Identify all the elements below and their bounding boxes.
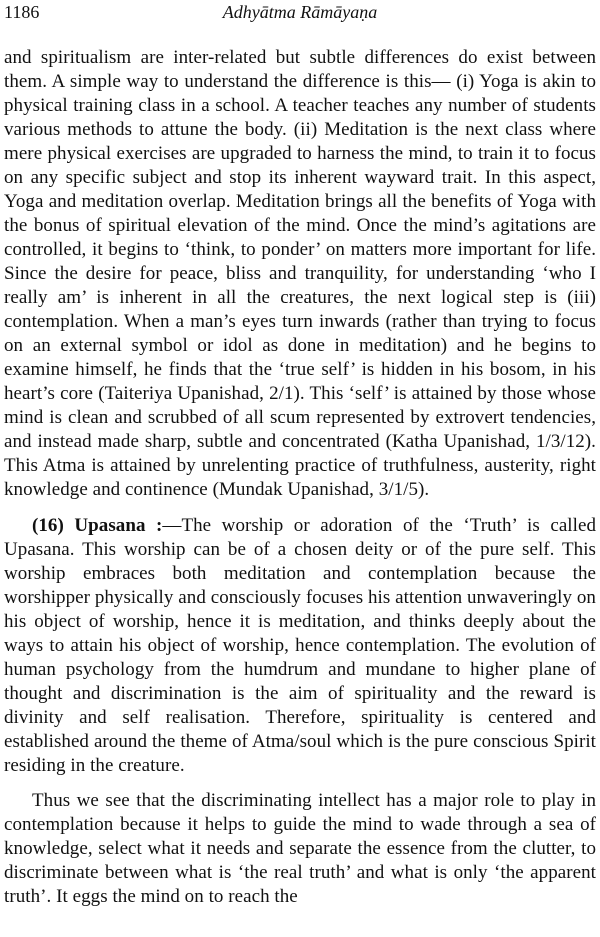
paragraph-2	[4, 514, 596, 778]
running-title: Adhyātma Rāmāyaṇa	[222, 2, 378, 22]
page-number: 1186	[4, 2, 40, 22]
section-heading-upasana: (16) Upasana :	[32, 515, 163, 536]
paragraph-3: Thus we see that the discriminating intellect has a major role to play in contemplation because it helps to guide the mind to wade through a sea of knowledge, select what it needs and separate the essence from the clutter, to discriminate between what is ‘the real truth’ and what is only ‘the apparent truth’. It eggs the mind on to reach the	[4, 790, 596, 907]
paragraph-2-text: —The worship or adoration of the ‘Truth’ is called Upasana. This worship can be of a chosen deity or of the pure self. This worship embraces both meditation and contemplation because the worshipper physically and consciously focuses his attention unwaveringly on his object of worship, hence it is meditation, and thinks deeply about the ways to attain his object of worship, hence contemplation. The evolution of human psychology from the humdrum and mundane to higher plane of thought and discrimination is the aim of spirituality and the reward is divinity and self realisation. Therefore, spirituality is centered and established around the theme of Atma/soul which is the pure conscious Spirit residing in the creature.	[4, 515, 596, 776]
paragraph-1: and spiritualism are inter-related but subtle differences do exist between them. A simple way to understand the difference is this— (i) Yoga is akin to physical training class in a school. A teacher teaches any number of students various methods to attune the body. (ii) Meditation is the next class where mere physical exercises are upgraded to harness the mind, to train it to focus on any specific subject and stop its inherent wayward trait. In this aspect, Yoga and meditation overlap. Meditation brings all the benefits of Yoga with the bonus of spiritual elevation of the mind. Once the mind’s agitations are controlled, it begins to ‘think, to ponder’ on matters more important for life. Since the desire for peace, bliss and tranquility, for understanding ‘who I really am’ is inherent in all the creatures, the next logical step is (iii) contemplation. When a man’s eyes turn inwards (rather than trying to focus on an external symbol or idol as done in meditation) and he begins to examine himself, he finds that the ‘true self’ is hidden in his bosom, in his heart’s core (Taiteriya Upanishad, 2/1). This ‘self’ is attained by those whose mind is clean and scrubbed of all scum represented by extrovert tendencies, and instead made sharp, subtle and concentrated (Katha Upanishad, 1/3/12). This Atma is attained by unrelenting practice of truthfulness, austerity, right knowledge and continence (Mundak Upanishad, 3/1/5).	[4, 47, 596, 500]
page-header	[4, 0, 596, 24]
